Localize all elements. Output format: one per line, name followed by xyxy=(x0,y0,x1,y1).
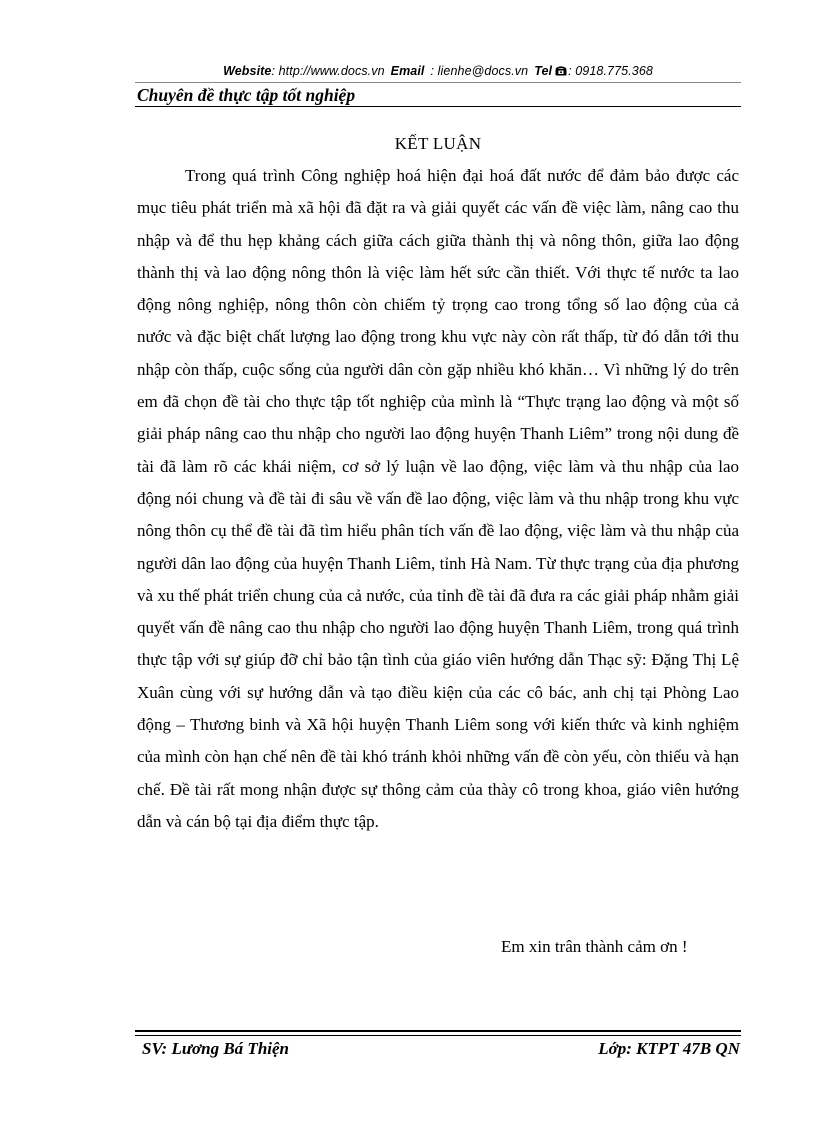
footer-divider-thick xyxy=(135,1030,741,1032)
footer-divider-thin xyxy=(135,1035,741,1036)
tel-value: : 0918.775.368 xyxy=(568,64,653,78)
header-divider xyxy=(135,82,741,83)
site-header xyxy=(135,64,741,78)
email-value[interactable]: : lienhe@docs.vn xyxy=(430,64,529,78)
footer-student-name: SV: Lương Bá Thiện xyxy=(142,1039,289,1058)
tel-label: Tel xyxy=(534,64,553,78)
website-value[interactable]: : http://www.docs.vn xyxy=(271,64,385,78)
body-paragraph: Trong quá trình Công nghiệp hoá hiện đại hoá đất nước để đảm bảo được các mục tiêu phát triển mà xã hội đã đặt ra và giải quyết các vấn đề việc làm, nâng cao thu nhập và để thu hẹp khảng cách giữa cách giữa thành thị và nông thôn, giữa lao động thành thị và lao động nông thôn là việc làm hết sức cần thiết. Với thực tế nước ta lao động nông nghiệp, nông thôn còn chiếm tỷ trọng cao trong tổng số lao động của cả nước và đặc biệt chất lượng lao động trong khu vực này còn rất thấp, từ đó dẫn tới thu nhập còn thấp, cuộc sống của người dân còn gặp nhiều khó khăn… Vì những lý do trên em đã chọn đề tài cho thực tập tốt nghiệp của mình là “Thực trạng lao động và một số giải pháp nâng cao thu nhập cho người lao động huyện Thanh Liêm” trong nội dung đề tài đã làm rõ các khái niệm, cơ sở lý luận về lao động, việc làm và thu nhập của lao động nói chung và đề tài đi sâu về vấn đề lao động, việc làm và thu nhập trong khu vực nông thôn cụ thể đề tài đã tìm hiểu phân tích vấn đề lao động, việc làm và thu nhập của người dân lao động của huyện Thanh Liêm, tỉnh Hà Nam. Từ thực trạng của địa phương và xu thế phát triển chung của cả nước, của tỉnh đề tài đã đưa ra các giải pháp nhằm giải quyết vấn đề nâng cao thu nhập cho người lao động huyện Thanh Liêm, trong quá trình thực tập với sự giúp đỡ chỉ bảo tận tình của giáo viên hướng dẫn Thạc sỹ: Đặng Thị Lệ Xuân cùng với sự hướng dẫn và tạo điều kiện của các cô bác, anh chị tại Phòng Lao động – Thương binh và Xã hội huyện Thanh Liêm song với kiến thức và kinh nghiệm của mình còn hạn chế nên đề tài khó tránh khỏi những vấn đề còn yếu, còn thiếu và hạn chế. Đề tài rất mong nhận được sự thông cảm của thày cô trong khoa, giáo viên hướng dẫn và cán bộ tại địa điểm thực tập. xyxy=(137,166,739,831)
email-label: Email xyxy=(390,64,425,78)
section-heading: KẾT LUẬN xyxy=(394,134,482,153)
closing-line: Em xin trân thành cảm ơn ! xyxy=(501,937,688,956)
telephone-icon xyxy=(555,66,567,76)
running-title: Chuyên đề thực tập tốt nghiệp xyxy=(137,85,356,105)
website-label: Website xyxy=(223,64,272,78)
title-divider xyxy=(135,106,741,107)
footer-class: Lớp: KTPT 47B QN xyxy=(598,1039,740,1058)
